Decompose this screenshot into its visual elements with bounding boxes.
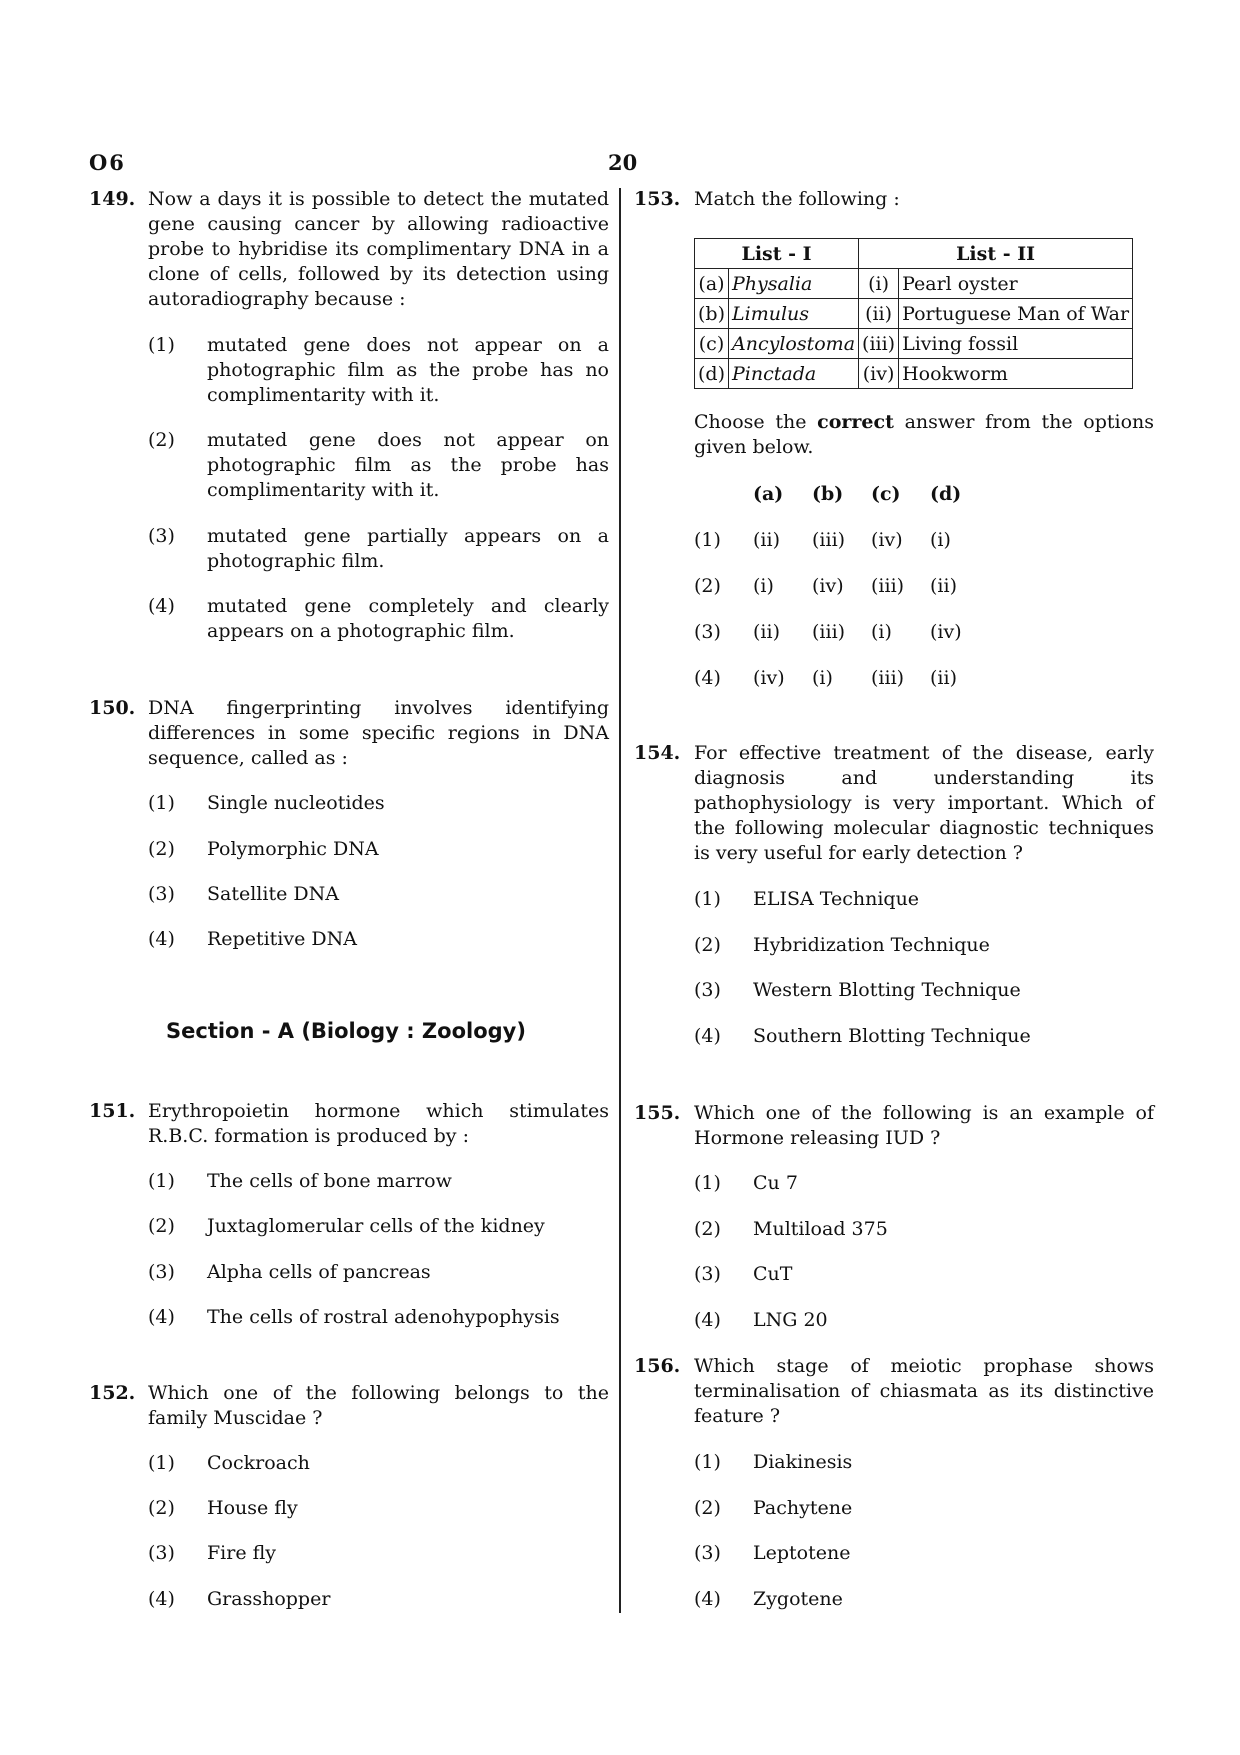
question-stem: Erythropoietin hormone which stimulates R.B.C. formation is produced by : — [148, 1100, 609, 1147]
answer-cell: (i) — [871, 621, 892, 643]
table-row — [695, 269, 1133, 299]
option-label: (1) — [148, 334, 175, 356]
instruction-text: Choose the — [694, 411, 818, 433]
answer-cell: (iv) — [871, 529, 903, 551]
row-label: (iii) — [859, 329, 899, 359]
option-text: Single nucleotides — [207, 792, 385, 814]
answer-cell: (iii) — [812, 529, 846, 551]
option-text: Leptotene — [753, 1542, 851, 1564]
row-label: (i) — [859, 269, 899, 299]
option-label: (4) — [148, 1306, 175, 1328]
row-label: (a) — [695, 269, 729, 299]
question-stem: Which one of the following is an example of Hormone releasing IUD ? — [694, 1102, 1154, 1149]
option-label: (1) — [148, 1170, 175, 1192]
question-number: 156. — [634, 1355, 681, 1377]
row-label: (d) — [695, 359, 729, 389]
option-text: CuT — [753, 1263, 793, 1285]
booklet-code: O6 — [89, 150, 126, 175]
list-2-item: Living fossil — [899, 329, 1133, 359]
option-text: House fly — [207, 1497, 298, 1519]
option-text: Southern Blotting Technique — [753, 1025, 1031, 1047]
option-text: mutated gene does not appear on photographic film as the probe has complimentarity with it. — [207, 429, 609, 501]
list-1-item — [729, 329, 859, 359]
option-label: (2) — [148, 1497, 175, 1519]
list-2-header: List - II — [859, 239, 1133, 269]
answer-cell: (ii) — [930, 667, 957, 689]
option-label: (2) — [148, 1215, 175, 1237]
option-label: (1) — [148, 1452, 175, 1474]
option-label: (2) — [148, 429, 175, 451]
option-label: (4) — [694, 1025, 721, 1047]
question-number: 152. — [89, 1382, 136, 1404]
option-text: Cockroach — [207, 1452, 310, 1474]
species-name: Ancylostoma — [732, 332, 856, 355]
option-label: (3) — [694, 621, 721, 643]
species-name: Pinctada — [732, 362, 817, 385]
page-number: 20 — [608, 150, 638, 175]
option-text: Grasshopper — [207, 1588, 331, 1610]
option-text: The cells of rostral adenohypophysis — [207, 1306, 560, 1328]
option-text: ELISA Technique — [753, 888, 920, 910]
option-label: (3) — [148, 883, 175, 905]
answer-col-header: (a) — [753, 483, 784, 505]
answer-cell: (iv) — [812, 575, 844, 597]
option-text: Diakinesis — [753, 1451, 853, 1473]
answer-cell: (iv) — [753, 667, 785, 689]
answer-cell: (i) — [753, 575, 774, 597]
species-name: Physalia — [732, 272, 813, 295]
question-stem: Match the following : — [694, 188, 900, 210]
question-number: 150. — [89, 697, 136, 719]
question-number: 154. — [634, 742, 681, 764]
row-label: (c) — [695, 329, 729, 359]
option-text: Zygotene — [753, 1588, 843, 1610]
instruction-emphasis: correct — [817, 411, 894, 433]
list-1-header: List - I — [695, 239, 859, 269]
question-number: 155. — [634, 1102, 681, 1124]
option-text: Alpha cells of pancreas — [207, 1261, 431, 1283]
row-label: (iv) — [859, 359, 899, 389]
question-stem: Now a days it is possible to detect the mutated gene causing cancer by allowing radioactive probe to hybridise its complimentary DNA in a clone of cells, followed by its detection using autoradiography because : — [148, 188, 609, 310]
answer-cell: (iii) — [871, 575, 905, 597]
option-label: (4) — [148, 1588, 175, 1610]
section-heading: Section - A (Biology : Zoology) — [166, 1019, 526, 1043]
option-label: (2) — [148, 838, 175, 860]
question-number: 153. — [634, 188, 681, 210]
option-text: Repetitive DNA — [207, 928, 357, 950]
question-number: 149. — [89, 188, 136, 210]
list-1-item — [729, 269, 859, 299]
answer-cell: (iv) — [930, 621, 962, 643]
answer-col-header: (c) — [871, 483, 901, 505]
list-2-item: Hookworm — [899, 359, 1133, 389]
list-1-item — [729, 359, 859, 389]
answer-cell: (ii) — [753, 529, 780, 551]
question-stem: DNA fingerprinting involves identifying differences in some specific regions in DNA sequence, called as : — [148, 697, 609, 769]
list-1-item — [729, 299, 859, 329]
option-text: Fire fly — [207, 1542, 277, 1564]
list-2-item: Pearl oyster — [899, 269, 1133, 299]
answer-cell: (i) — [930, 529, 951, 551]
option-text: Multiload 375 — [753, 1218, 888, 1240]
option-label: (4) — [694, 1309, 721, 1331]
option-label: (3) — [694, 979, 721, 1001]
table-row — [695, 359, 1133, 389]
answer-cell: (iii) — [871, 667, 905, 689]
question-stem: Which one of the following belongs to the family Muscidae ? — [148, 1382, 609, 1429]
option-label: (2) — [694, 1497, 721, 1519]
option-label: (4) — [148, 928, 175, 950]
option-text: Western Blotting Technique — [753, 979, 1021, 1001]
option-label: (4) — [694, 667, 721, 689]
column-divider — [619, 188, 621, 1613]
option-label: (2) — [694, 1218, 721, 1240]
option-text: mutated gene does not appear on a photographic film as the probe has no complimentarity with it. — [207, 334, 609, 406]
option-text: The cells of bone marrow — [207, 1170, 452, 1192]
option-label: (1) — [694, 1172, 721, 1194]
option-text: Hybridization Technique — [753, 934, 990, 956]
option-text: Pachytene — [753, 1497, 853, 1519]
option-label: (3) — [148, 1542, 175, 1564]
option-label: (1) — [694, 1451, 721, 1473]
option-label: (1) — [694, 888, 721, 910]
option-label: (2) — [694, 934, 721, 956]
row-label: (b) — [695, 299, 729, 329]
option-label: (3) — [148, 1261, 175, 1283]
answer-col-header: (d) — [930, 483, 962, 505]
option-label: (1) — [694, 529, 721, 551]
table-row — [695, 329, 1133, 359]
option-text: Satellite DNA — [207, 883, 339, 905]
option-label: (3) — [694, 1263, 721, 1285]
option-label: (4) — [694, 1588, 721, 1610]
option-label: (3) — [148, 525, 175, 547]
q153-instruction — [694, 410, 1154, 460]
option-label: (1) — [148, 792, 175, 814]
species-name: Limulus — [732, 302, 810, 325]
option-text: mutated gene partially appears on a photographic film. — [207, 525, 609, 572]
answer-cell: (iii) — [812, 621, 846, 643]
answer-cell: (i) — [812, 667, 833, 689]
answer-cell: (ii) — [930, 575, 957, 597]
list-2-item: Portuguese Man of War — [899, 299, 1133, 329]
match-table — [694, 238, 1133, 389]
option-label: (3) — [694, 1542, 721, 1564]
table-row — [695, 299, 1133, 329]
answer-cell: (ii) — [753, 621, 780, 643]
answer-col-header: (b) — [812, 483, 844, 505]
option-label: (4) — [148, 595, 175, 617]
row-label: (ii) — [859, 299, 899, 329]
question-stem: For effective treatment of the disease, early diagnosis and understanding its pathophysiology is very important. Which of the following molecular diagnostic techniques is very useful for early detection ? — [694, 742, 1154, 864]
question-stem: Which stage of meiotic prophase shows terminalisation of chiasmata as its distinctive feature ? — [694, 1355, 1154, 1427]
option-text: LNG 20 — [753, 1309, 828, 1331]
option-text: Polymorphic DNA — [207, 838, 379, 860]
instruction-text: answer from the options given below. — [694, 411, 1154, 458]
option-text: Juxtaglomerular cells of the kidney — [207, 1215, 545, 1237]
option-label: (2) — [694, 575, 721, 597]
option-text: Cu 7 — [753, 1172, 798, 1194]
option-text: mutated gene completely and clearly appears on a photographic film. — [207, 595, 609, 642]
question-number: 151. — [89, 1100, 136, 1122]
